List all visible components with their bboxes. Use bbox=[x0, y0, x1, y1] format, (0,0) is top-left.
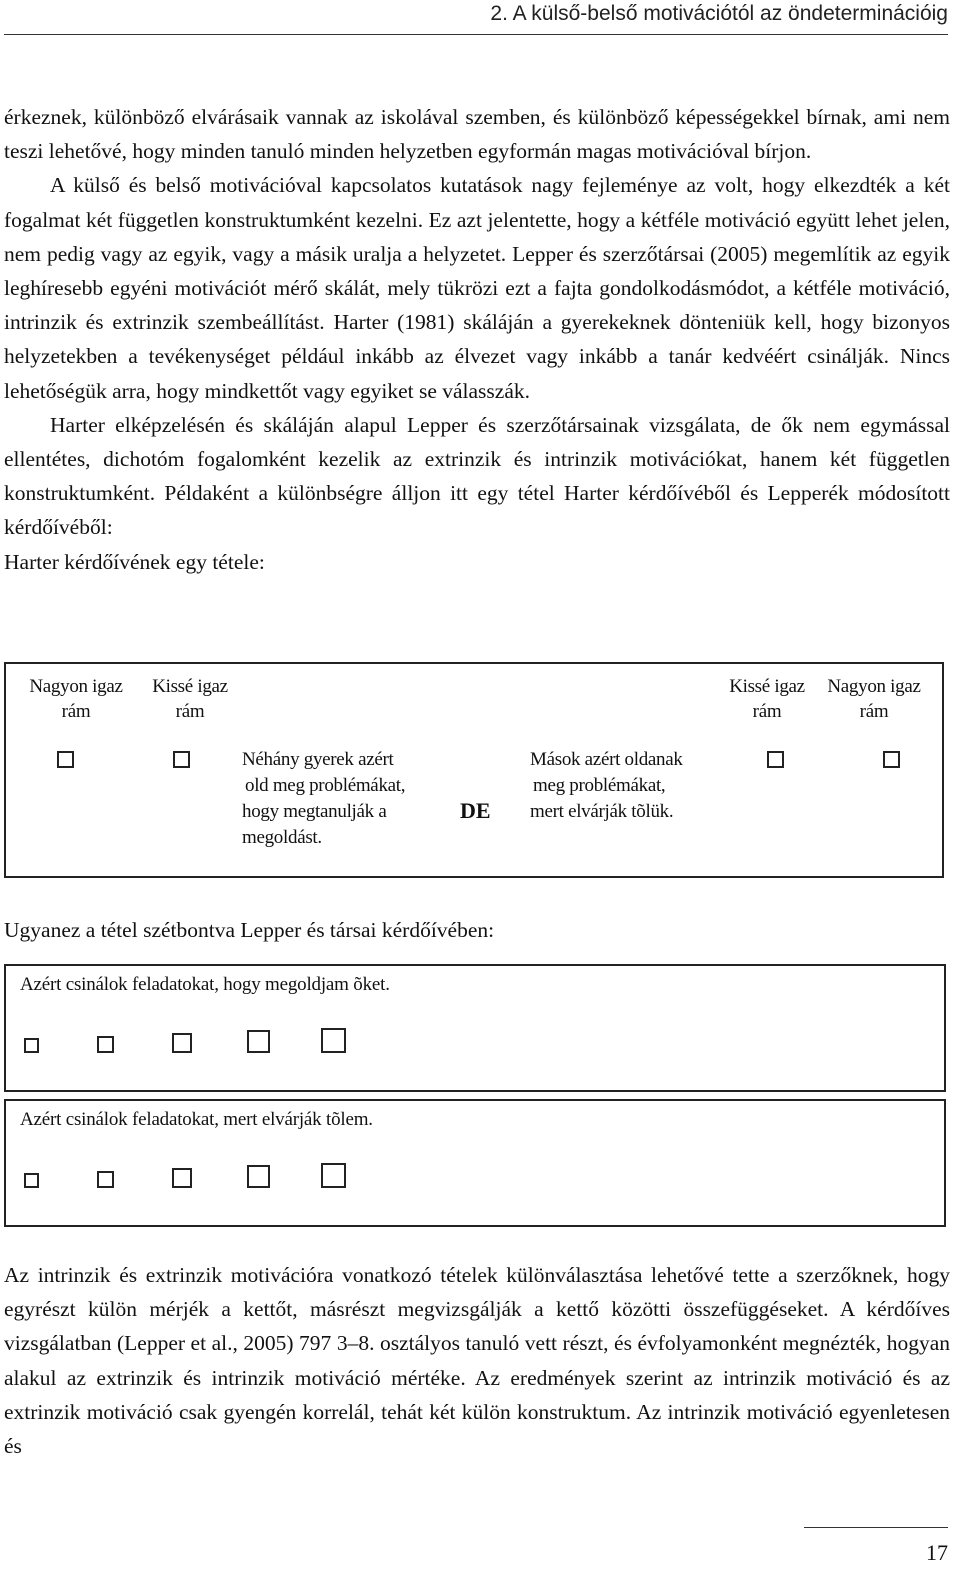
lepper-item-box-2 bbox=[4, 1099, 946, 1227]
right-statement: Mások azért oldanak meg problémákat, mert elvárják tõlük. bbox=[530, 749, 683, 822]
scale-checkbox-3[interactable] bbox=[172, 1168, 192, 1188]
lepper-item-text: Azért csinálok feladatokat, hogy megoldjam õket. bbox=[20, 974, 390, 995]
paragraph-3: Harter elképzelésén és skáláján alapul Lepper és szerzőtársainak vizsgálata, de ők nem egymással ellentétes, dichotóm fogalomként kezelik az extrinzik és intrinzik motivációkat, hanem két független konstruktumként. Példaként a különbségre álljon itt egy tétel Harter kérdőívéből és Lepperék módosított kérdőívéből: bbox=[4, 412, 950, 540]
scale-checkbox-4[interactable] bbox=[247, 1030, 270, 1053]
scale-label-very-true-right: Nagyon igaz rám bbox=[827, 676, 921, 722]
footer-rule bbox=[804, 1527, 948, 1528]
scale-checkbox-2[interactable] bbox=[97, 1036, 114, 1053]
paragraph-4: Az intrinzik és extrinzik motivációra vonatkozó tételek különválasztása lehetővé tette a szerzőknek, hogy egyrészt külön mérjék a kettőt, másrészt megvizsgálják a kettő közötti összefüggéseket. A kérdőíves vizsgálatban (Lepper et al., 2005) 797 3–8. osztályos tanuló vett részt, és évfolyamonként megnézték, hogyan alakul az extrinzik és intrinzik motiváció mértéke. Az eredmények szerint az intrinzik motiváció és az extrinzik motiváció csak gyengén korrelál, tehát két külön konstruktum. Az intrinzik motiváció egyenletesen és bbox=[4, 1263, 950, 1459]
scale-label-somewhat-true-left: Kissé igaz rám bbox=[152, 676, 228, 722]
running-head: 2. A külső-belső motivációtól az öndeterminációig bbox=[490, 2, 948, 25]
scale-checkbox-5[interactable] bbox=[321, 1163, 346, 1188]
harter-item-box bbox=[4, 662, 944, 878]
lepper-caption: Ugyanez a tétel szétbontva Lepper és társai kérdőívében: bbox=[4, 918, 495, 942]
scale-checkbox-1[interactable] bbox=[24, 1173, 39, 1188]
paragraph-2: A külső és belső motivációval kapcsolatos kutatások nagy fejleménye az volt, hogy elkezdték a két fogalmat két független konstruktumként kezelni. Ez azt jelentette, hogy a kétféle motiváció együtt lehet jelen, nem pedig vagy az egyik, vagy a másik uralja a helyzetet. Lepper és szerzőtársai (2005) megemlítik az egyik leghíresebb egyéni motivációt mérő skálát, mely tükrözi ezt a fajta gondolkodásmódot, a kétféle motiváció, intrinzik és extrinzik szembeállítást. Harter (1981) skáláján a gyerekeknek dönteniük kell, hogy bizonyos helyzetekben a tevékenységet például inkább az élvezet vagy inkább a tanár kedvéért csinálják. Nincs lehetőségük arra, hogy mindkettőt vagy egyiket se válasszák. bbox=[4, 173, 950, 403]
checkbox-very-true-right[interactable] bbox=[883, 751, 900, 768]
checkbox-somewhat-true-right[interactable] bbox=[767, 751, 784, 768]
scale-label-very-true-left: Nagyon igaz rám bbox=[29, 676, 123, 722]
checkbox-very-true-left[interactable] bbox=[57, 751, 74, 768]
header-rule bbox=[4, 34, 948, 35]
page-number: 17 bbox=[926, 1540, 948, 1565]
paragraph-1: érkeznek, különböző elvárásaik vannak az iskolával szemben, és különböző képességekkel bírnak, ami nem teszi lehetővé, hogy minden tanuló minden helyzetben egyformán magas motivációval bírjon. bbox=[4, 105, 950, 164]
scale-checkbox-5[interactable] bbox=[321, 1028, 346, 1053]
checkbox-somewhat-true-left[interactable] bbox=[173, 751, 190, 768]
scale-label-somewhat-true-right: Kissé igaz rám bbox=[729, 676, 805, 722]
left-statement: Néhány gyerek azért old meg problémákat, hogy megtanulják a megoldást. bbox=[242, 749, 406, 848]
harter-caption: Harter kérdőívének egy tétele: bbox=[4, 549, 265, 574]
text-block-lower bbox=[4, 1258, 950, 1463]
scale-checkbox-1[interactable] bbox=[24, 1038, 39, 1053]
lepper-item-text: Azért csinálok feladatokat, mert elvárják tõlem. bbox=[20, 1109, 373, 1130]
scale-checkbox-3[interactable] bbox=[172, 1033, 192, 1053]
lepper-item-box-1 bbox=[4, 964, 946, 1092]
connector-de: DE bbox=[460, 798, 491, 823]
scale-checkbox-4[interactable] bbox=[247, 1165, 270, 1188]
scale-checkbox-2[interactable] bbox=[97, 1171, 114, 1188]
text-block-upper bbox=[4, 100, 950, 579]
